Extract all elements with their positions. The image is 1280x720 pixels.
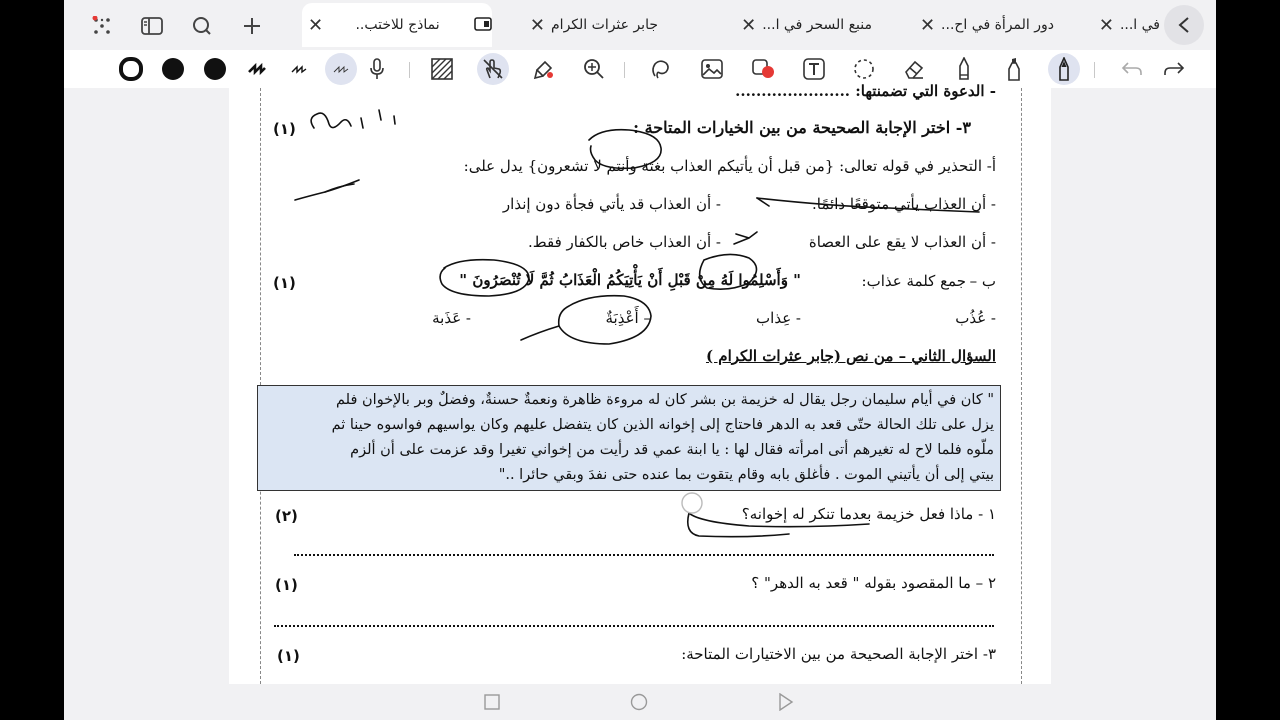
score-q2-1: (٢) <box>275 507 298 525</box>
sidebar-icon[interactable] <box>134 8 170 44</box>
annotation-toolbar <box>64 50 1216 88</box>
text-icon[interactable] <box>798 53 830 85</box>
quran-verse: " وَأَسْلِمُوا لَهُ مِنْ قَبْلِ أَنْ يَأْتِيَكُمُ الْعَذَابُ ثُمَّ لَا تُنْصَرُونَ " <box>459 271 801 289</box>
document-page <box>229 82 1051 684</box>
score-q2-3: (١) <box>277 647 300 665</box>
touch-off-icon[interactable] <box>477 53 509 85</box>
score-q3: (١) <box>273 120 296 138</box>
square-icon[interactable] <box>480 690 504 714</box>
stroke-2-icon[interactable] <box>283 53 315 85</box>
document-viewport[interactable] <box>64 82 1216 684</box>
undo-icon[interactable] <box>1116 53 1148 85</box>
question-b-suffix: جمع كلمة عذاب: <box>861 272 966 290</box>
redo-icon[interactable] <box>1158 53 1190 85</box>
option-b3: – أَعْذِبَةٌ <box>605 309 651 327</box>
search-icon[interactable] <box>184 8 220 44</box>
shape-record-icon[interactable] <box>748 53 780 85</box>
zoom-icon[interactable] <box>578 53 610 85</box>
lasso-icon[interactable] <box>644 53 676 85</box>
option-a2: - أن العذاب قد يأتي فجأة دون إنذار <box>502 195 721 213</box>
close-icon[interactable]: ✕ <box>1098 14 1114 36</box>
tab-label: جابر عثرات الكرام <box>551 17 658 33</box>
triangle-back-icon[interactable] <box>774 690 798 714</box>
score-qb: (١) <box>273 274 296 292</box>
stroke-1-icon[interactable] <box>241 53 273 85</box>
circle-icon[interactable] <box>627 690 651 714</box>
chevron-left-icon[interactable] <box>1164 5 1204 45</box>
tab-2[interactable] <box>508 3 658 47</box>
tab-4[interactable] <box>884 3 1054 47</box>
score-q2-2: (١) <box>275 576 298 594</box>
passage-line: ملّوه فلما لاح له تغيرهم أتى امرأته فقال لها : يا ابنة عمي قد رأيت من إخواني تغيرا وقد عزمت على أن ألزم <box>350 442 994 458</box>
tab-label: نماذج للاختب.. <box>355 17 440 33</box>
highlighter-icon[interactable] <box>528 53 560 85</box>
option-a4: - أن العذاب خاص بالكفار فقط. <box>528 233 721 251</box>
option-b2: - عِذاب <box>756 309 801 327</box>
passage-line: بيتي إلى أن يأتيني الموت . فأغلق بابه وقام يتقوت بما عنده حتى نفدَ وبقي حائرا .." <box>498 467 994 483</box>
mic-icon[interactable] <box>361 53 393 85</box>
close-icon[interactable]: ✕ <box>919 14 936 36</box>
close-icon[interactable]: ✕ <box>529 14 546 36</box>
question-b-prefix: ب – <box>969 272 996 290</box>
passage-box <box>257 385 1001 491</box>
section-2-title: السؤال الثاني – من نص (جابر عثرات الكرام ) <box>705 347 996 365</box>
question-2-2: ٢ – ما المقصود بقوله " قعد به الدهر" ؟ <box>751 574 996 592</box>
hatch-icon[interactable] <box>426 53 458 85</box>
pen-thick-icon[interactable] <box>157 53 189 85</box>
cut-line: - الدعوة التي تضمنتها: ...................... <box>735 82 996 100</box>
tab-label: منبع السحر في ا... <box>762 17 872 33</box>
question-2-1: ١ - ماذا فعل خزيمة بعدما تنكر له إخوانه؟ <box>741 505 996 523</box>
system-navbar <box>64 684 1216 720</box>
close-icon[interactable]: ✕ <box>741 14 757 36</box>
question-3-title: ٣- اختر الإجابة الصحيحة من بين الخيارات المتاحة : <box>633 118 971 137</box>
option-b4: - عَذَبة <box>432 309 471 327</box>
passage-line: " كان في أيام سليمان رجل يقال له خزيمة بن بشر كان له مروءة ظاهرة ونعمةٌ حسنةٌ، وفضلٌ وبر بالإخوان فلم <box>336 392 994 408</box>
app-screen <box>64 0 1216 720</box>
answer-line <box>294 554 994 556</box>
apps-icon[interactable] <box>84 8 120 44</box>
tab-label: دور المرأة في اح... <box>941 17 1054 33</box>
pen-ring-icon[interactable] <box>115 53 147 85</box>
select-icon[interactable] <box>848 53 880 85</box>
option-a3: - أن العذاب لا يقع على العصاة <box>808 233 996 251</box>
image-icon[interactable] <box>696 53 728 85</box>
tab-active[interactable] <box>302 3 492 47</box>
stroke-3-icon[interactable] <box>325 53 357 85</box>
close-icon[interactable]: ✕ <box>308 14 324 36</box>
pencil-icon[interactable] <box>948 53 980 85</box>
add-icon[interactable] <box>234 8 270 44</box>
document-icon <box>474 17 492 34</box>
option-b1: - عُذُب <box>955 309 996 327</box>
tab-5[interactable] <box>1072 3 1160 47</box>
question-a-stem: أ- التحذير في قوله تعالى: {من قبل أن يأتيكم العذاب بغتة وأنتم لا تشعرون} يدل على: <box>463 157 996 175</box>
marker-icon[interactable] <box>998 53 1030 85</box>
pen-icon[interactable] <box>1048 53 1080 85</box>
tab-bar <box>64 0 1216 50</box>
option-a1: - أن العذاب يأتي متوقعًا دائمًا. <box>812 195 996 213</box>
answer-line <box>274 625 994 627</box>
passage-line: يزل على تلك الحالة حتّى قعد به الدهر فاحتاج إلى إخوانه الذين كان يتفضل عليهم وكان يواسيهم فواسوه حينا ثم <box>331 417 994 433</box>
tab-3[interactable] <box>686 3 872 47</box>
question-2-3: ٣- اختر الإجابة الصحيحة من بين الاختيارات المتاحة: <box>681 645 996 663</box>
tab-label: في ا... <box>1119 17 1160 33</box>
eraser-icon[interactable] <box>898 53 930 85</box>
pen-medium-icon[interactable] <box>199 53 231 85</box>
